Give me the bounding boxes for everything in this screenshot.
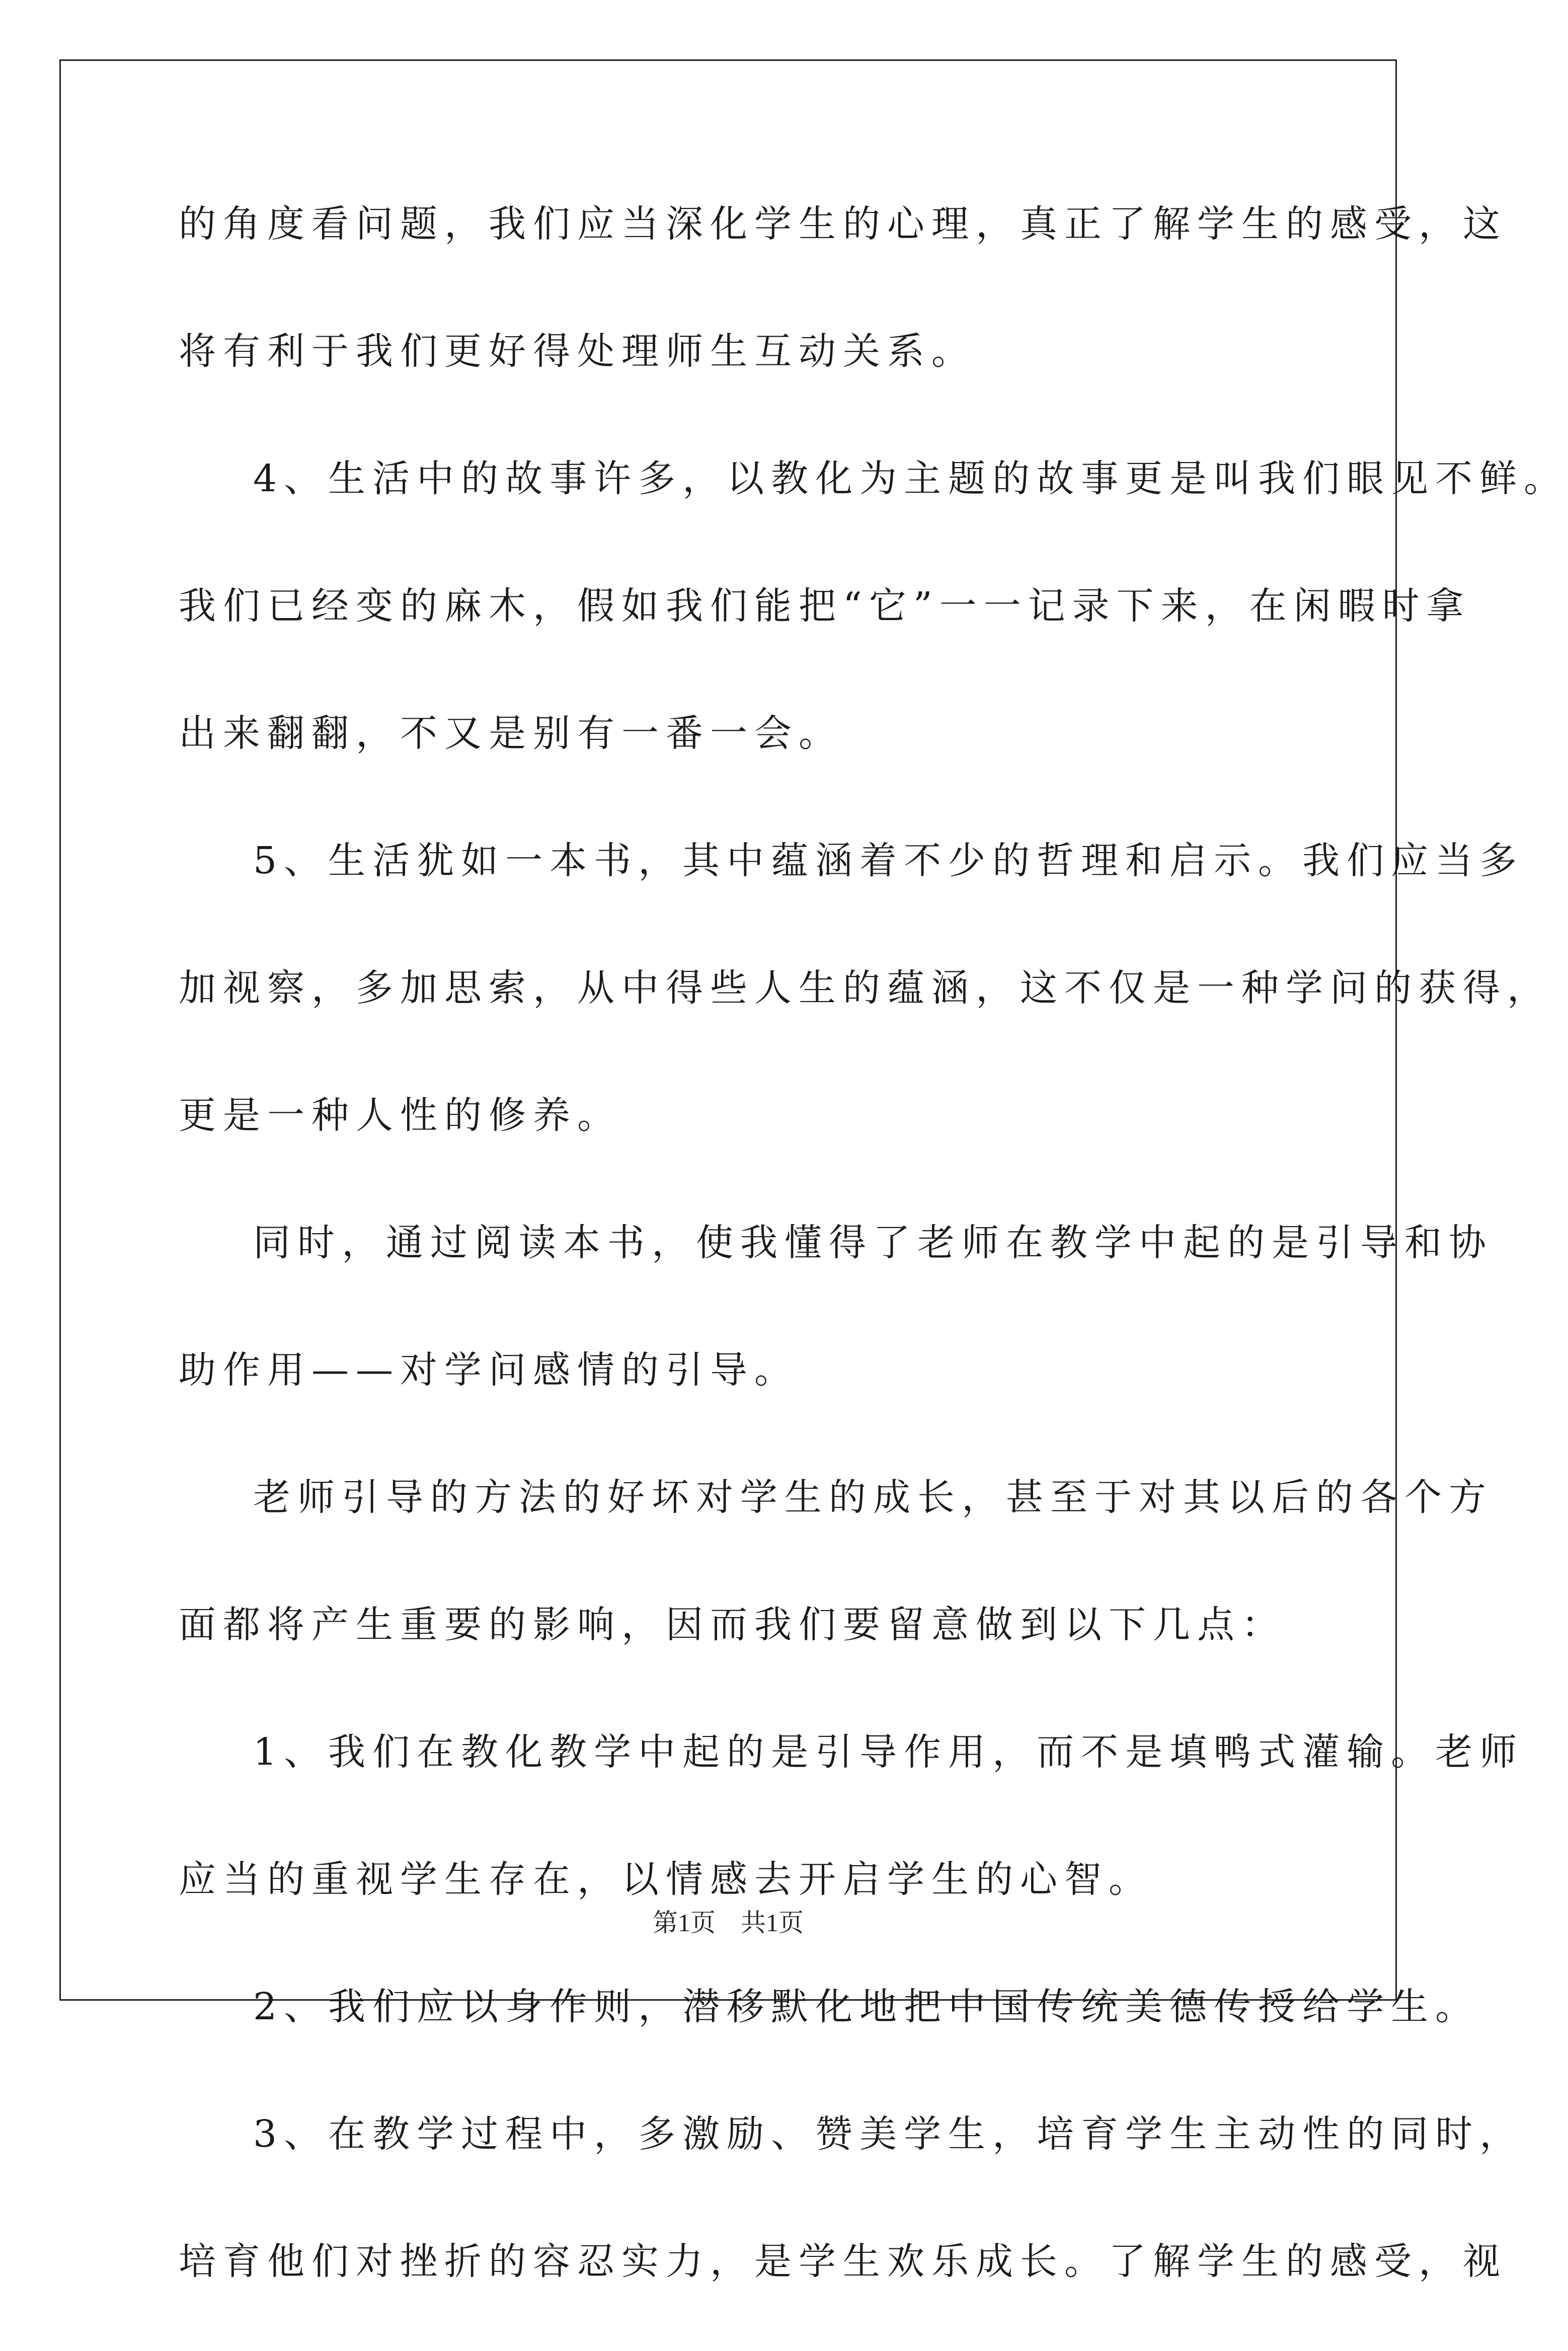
text-line: 应当的重视学生存在，以情感去开启学生的心智。 xyxy=(179,1858,1153,1901)
text-line: 面都将产生重要的影响，因而我们要留意做到以下几点： xyxy=(179,1603,1286,1646)
text-line: 同时，通过阅读本书，使我懂得了老师在教学中起的是引导和协 xyxy=(253,1221,1493,1264)
page-number-footer: 第1页 共1页 xyxy=(653,1909,804,1937)
text-line: 3、在教学过程中，多激励、赞美学生，培育学生主动性的同时， xyxy=(253,2112,1524,2156)
text-line: 将有利于我们更好得处理师生互动关系。 xyxy=(179,330,976,373)
text-line: 培育他们对挫折的容忍实力，是学生欢乐成长。了解学生的感受，视 xyxy=(179,2240,1507,2283)
text-line: 1、我们在教化教学中起的是引导作用，而不是填鸭式灌输。老师 xyxy=(253,1730,1524,1774)
text-line: 老师引导的方法的好坏对学生的成长，甚至于对其以后的各个方 xyxy=(253,1476,1493,1519)
text-line: 加视察，多加思索，从中得些人生的蕴涵，这不仅是一种学问的获得， xyxy=(179,966,1551,1010)
text-line: 的角度看问题，我们应当深化学生的心理，真正了解学生的感受，这 xyxy=(179,202,1507,246)
text-line: 5、生活犹如一本书，其中蕴涵着不少的哲理和启示。我们应当多 xyxy=(253,839,1524,882)
text-line: 更是一种人性的修养。 xyxy=(179,1094,621,1137)
document-body xyxy=(179,186,1568,2351)
text-line: 助作用——对学问感情的引导。 xyxy=(179,1348,799,1392)
text-line: 我们已经变的麻木，假如我们能把“它”一一记录下来，在闲暇时拿 xyxy=(179,584,1471,628)
text-line: 4、生活中的故事许多，以教化为主题的故事更是叫我们眼见不鲜。 xyxy=(253,457,1568,500)
text-line: 2、我们应以身作则，潜移默化地把中国传统美德传授给学生。 xyxy=(253,1985,1480,2028)
text-line: 出来翻翻，不又是别有一番一会。 xyxy=(179,712,843,755)
